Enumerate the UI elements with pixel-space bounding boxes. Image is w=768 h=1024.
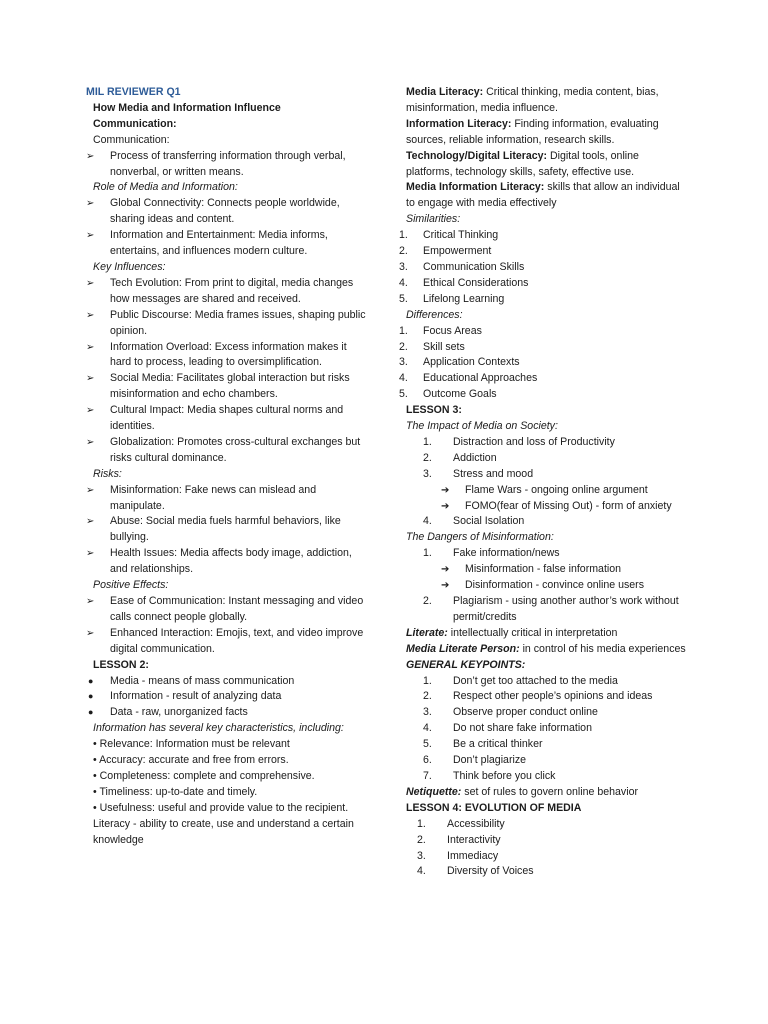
arrow-bullet-icon: ➢ [86,198,95,210]
list-item [399,324,687,340]
subheading: Similarities: [406,213,461,226]
dot-bullet-icon: ● [88,707,94,718]
list-item-text: Educational Approaches [423,372,538,385]
list-item-text: Public Discourse: Media frames issues, shaping public opinion. [110,308,366,337]
list-item-text: Health Issues: Media affects body image, addiction, and relationships. [110,547,352,576]
list-number: 1. [399,229,408,242]
characteristic-item: • Accuracy: accurate and free from errors. [93,754,289,767]
lesson-heading: LESSON 2: [93,658,149,671]
definition-text: Finding information, evaluating sources, reliable information, research skills. [406,117,659,146]
list-number: 1. [423,547,432,560]
list-item [399,864,687,880]
sub-list-item [399,483,687,499]
list-item-text: Globalization: Promotes cross-cultural exchanges but risks cultural dominance. [110,435,361,464]
list-item [86,689,368,705]
list-number: 5. [423,738,432,751]
list-item-text: Information - result of analyzing data [110,690,282,703]
list-number: 1. [423,674,432,687]
list-item [399,546,687,562]
left-column [86,85,368,849]
sub-list-item [399,578,687,594]
list-number: 3. [399,260,408,273]
list-item [399,451,687,467]
arrow-bullet-icon: ➢ [86,341,95,353]
list-item [86,546,368,578]
list-number: 3. [423,467,432,480]
list-item-text: Accessibility [447,817,505,830]
definition-term: Literate: [406,626,448,639]
list-number: 4. [399,276,408,289]
subheading: Role of Media and Information: [93,181,238,194]
list-item [399,817,687,833]
list-item [399,753,687,769]
definition-term: Netiquette: [406,785,462,798]
definition-term: Media Information Literacy: [406,181,545,194]
list-item-text: Ethical Considerations [423,276,529,289]
list-item [399,228,687,244]
arrow-bullet-icon: ➢ [86,484,95,496]
list-item-text: Information and Entertainment: Media informs, entertains, and influences modern culture. [110,229,328,258]
list-item [399,292,687,308]
section-heading: Communication: [93,117,177,130]
right-arrow-icon: ➔ [441,564,450,576]
list-number: 1. [399,324,408,337]
arrow-bullet-icon: ➢ [86,436,95,448]
arrow-bullet-icon: ➢ [86,373,95,385]
list-item-text: Plagiarism - using another author’s work without permit/credits [453,595,679,623]
arrow-bullet-icon: ➢ [86,150,95,162]
definition-term: Media Literacy: [406,86,484,98]
list-item-text: Social Media: Facilitates global interaction but risks misinformation and echo chambers. [110,372,350,401]
lesson-heading: LESSON 3: [406,404,462,417]
list-item [399,594,687,626]
list-item-text: Focus Areas [423,324,482,337]
list-item [86,228,368,260]
list-item-text: Communication Skills [423,260,525,273]
list-number: 3. [423,706,432,719]
lesson-heading: LESSON 4: EVOLUTION OF MEDIA [406,801,582,814]
list-item-text: Misinformation - false information [465,563,622,576]
subheading: Key Influences: [93,260,166,273]
label: Communication: [93,133,170,146]
list-item [86,626,368,658]
dot-bullet-icon: ● [88,675,94,686]
section-heading: How Media and Information Influence [93,101,281,114]
list-item [86,340,368,372]
list-item-text: Misinformation: Fake news can mislead and manipulate. [110,483,317,512]
list-item-text: Diversity of Voices [447,865,534,878]
definition [399,785,687,801]
list-item-text: Enhanced Interaction: Emojis, text, and video improve digital communication. [110,626,364,655]
arrow-bullet-icon: ➢ [86,230,95,242]
list-number: 2. [423,451,432,464]
list-item-text: Stress and mood [453,467,534,480]
list-number: 2. [417,833,426,846]
subheading: Differences: [406,308,463,321]
arrow-bullet-icon: ➢ [86,627,95,639]
definition-text: set of rules to govern online behavior [461,785,638,798]
list-item [399,721,687,737]
list-number: 1. [417,817,426,830]
list-number: 4. [423,722,432,735]
list-item-text: Social Isolation [453,515,525,528]
list-item-text: Application Contexts [423,356,520,369]
list-number: 4. [417,865,426,878]
definition-text: in control of his media experiences [519,642,686,655]
list-item-text: Media - means of mass communication [110,674,295,687]
right-arrow-icon: ➔ [441,500,450,512]
characteristic-item: • Completeness: complete and comprehensive. [93,769,315,782]
list-item-text: Respect other people’s opinions and ideas [453,690,653,703]
list-item [399,435,687,451]
subheading: Information has several key characteristics, including: [93,722,344,735]
subheading: GENERAL KEYPOINTS: [406,658,526,671]
sub-list-item [399,562,687,578]
list-item-text: Abuse: Social media fuels harmful behaviors, like bullying. [110,515,341,544]
list-item [399,769,687,785]
list-item-text: Addiction [453,451,497,464]
right-arrow-icon: ➔ [441,580,450,592]
right-arrow-icon: ➔ [441,484,450,496]
list-number: 3. [399,356,408,369]
list-item [399,737,687,753]
definition [399,642,687,658]
list-item [399,355,687,371]
list-item [86,514,368,546]
list-item [399,849,687,865]
list-item-text: Don’t plagiarize [453,754,527,767]
list-number: 2. [399,340,408,353]
definition-text: Critical thinking, media content, bias, misinformation, media influence. [406,86,659,114]
definition-text: intellectually critical in interpretation [447,626,618,639]
list-item [399,514,687,530]
list-number: 3. [417,849,426,862]
definition-text: Digital tools, online platforms, technology skills, safety, effective use. [406,149,639,178]
list-item [399,244,687,260]
arrow-bullet-icon: ➢ [86,596,95,607]
list-item [86,149,368,181]
subheading: The Impact of Media on Society: [406,420,558,433]
list-item [399,276,687,292]
arrow-bullet-icon: ➢ [86,548,95,560]
definition [399,149,687,181]
characteristic-item: • Timeliness: up-to-date and timely. [93,785,258,798]
characteristic-item: • Relevance: Information must be relevant [93,738,290,751]
characteristic-item: • Usefulness: useful and provide value to the recipient. [93,801,349,814]
definition [399,626,687,642]
list-item-text: Process of transferring information through verbal, nonverbal, or written means. [110,149,346,178]
list-item [399,340,687,356]
list-item [86,196,368,228]
list-item [399,371,687,387]
right-column [399,85,687,880]
list-item-text: Observe proper conduct online [453,706,598,719]
list-number: 2. [423,595,432,607]
list-item-text: Think before you click [453,769,556,782]
arrow-bullet-icon: ➢ [86,277,95,289]
list-item-text: Be a critical thinker [453,738,543,751]
list-item [86,276,368,308]
list-item [399,705,687,721]
list-number: 4. [399,372,408,385]
list-item-text: Information Overload: Excess information makes it hard to process, leading to oversimplification. [110,340,347,369]
subheading: Positive Effects: [93,579,169,592]
list-item-text: Data - raw, unorganized facts [110,706,248,719]
list-number: 2. [399,245,408,258]
definition-text: Literacy - ability to create, use and understand a certain knowledge [93,817,354,846]
list-item-text: Ease of Communication: Instant messaging and video calls connect people globally. [110,595,364,623]
subheading: Risks: [93,467,122,480]
list-item-text: Critical Thinking [423,229,499,242]
list-item-text: Lifelong Learning [423,292,505,305]
list-item [399,674,687,690]
list-number: 2. [423,690,432,703]
list-item-text: Distraction and loss of Productivity [453,435,615,448]
definition-term: Media Literate Person: [406,642,520,655]
arrow-bullet-icon: ➢ [86,516,95,528]
list-item-text: Empowerment [423,245,492,258]
definition [399,180,687,212]
subheading: The Dangers of Misinformation: [406,531,554,544]
list-item-text: FOMO(fear of Missing Out) - form of anxiety [465,499,672,512]
list-item [399,387,687,403]
list-item [86,403,368,435]
list-item [86,705,368,721]
list-item-text: Outcome Goals [423,388,497,401]
definition-text: skills that allow an individual to engage with media effectively [406,181,680,210]
list-item-text: Disinformation - convince online users [465,579,644,592]
list-number: 7. [423,769,432,782]
list-item-text: Do not share fake information [453,722,592,735]
arrow-bullet-icon: ➢ [86,309,95,321]
definition-term: Information Literacy: [406,117,512,130]
list-item [86,371,368,403]
list-item-text: Cultural Impact: Media shapes cultural norms and identities. [110,404,344,433]
list-number: 4. [423,515,432,528]
list-item-text: Fake information/news [453,547,560,560]
list-item [399,689,687,705]
list-number: 1. [423,435,432,448]
definition [399,85,687,117]
sub-list-item [399,499,687,515]
list-item-text: Tech Evolution: From print to digital, media changes how messages are shared and received. [110,276,354,305]
list-item [86,483,368,515]
definition [399,117,687,149]
list-item [399,260,687,276]
list-number: 5. [399,292,408,305]
list-item [399,833,687,849]
arrow-bullet-icon: ➢ [86,405,95,417]
list-item-text: Immediacy [447,849,499,862]
document-title: MIL REVIEWER Q1 [86,86,181,98]
list-item [86,594,368,626]
list-item-text: Flame Wars - ongoing online argument [465,483,648,496]
list-number: 5. [399,388,408,401]
list-item [86,308,368,340]
list-number: 6. [423,754,432,767]
list-item-text: Interactivity [447,833,501,846]
list-item-text: Global Connectivity: Connects people worldwide, sharing ideas and content. [110,197,340,226]
list-item [86,435,368,467]
list-item-text: Don’t get too attached to the media [453,674,618,687]
list-item [399,467,687,483]
list-item-text: Skill sets [423,340,465,353]
definition-term: Technology/Digital Literacy: [406,149,548,162]
dot-bullet-icon: ● [88,691,94,702]
list-item [86,674,368,690]
